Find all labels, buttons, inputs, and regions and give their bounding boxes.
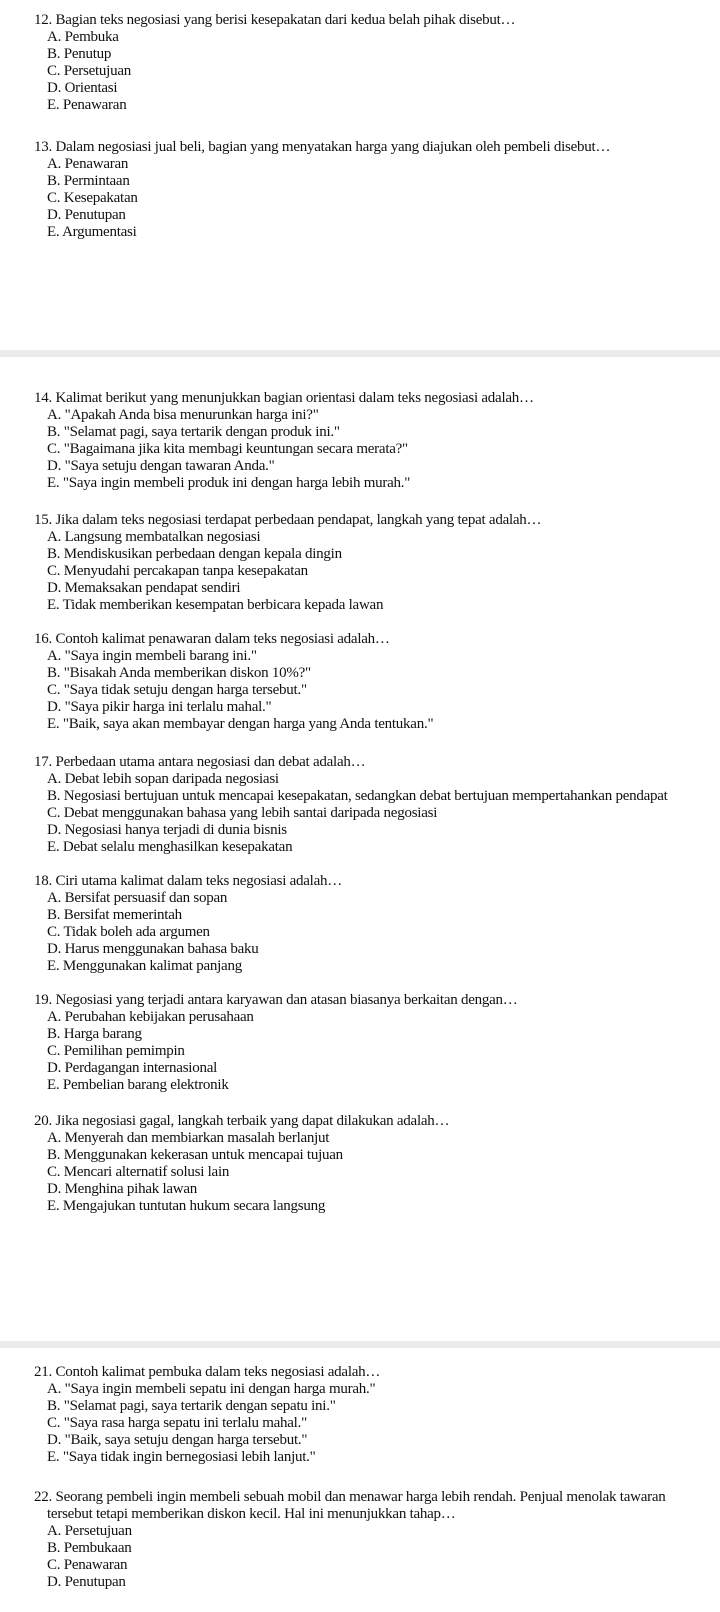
answer-option: D. Perdagangan internasional: [47, 1060, 218, 1077]
question-14: [34, 390, 720, 493]
question-stem: 15. Jika dalam teks negosiasi terdapat perbedaan pendapat, langkah yang tepat adalah…: [34, 512, 542, 528]
answer-option: D. Harus menggunakan bahasa baku: [47, 941, 259, 958]
answer-option: D. Menghina pihak lawan: [47, 1181, 198, 1198]
answer-option: B. Harga barang: [47, 1026, 142, 1043]
answer-option: E. Argumentasi: [47, 224, 137, 241]
answer-option: C. Kesepakatan: [47, 190, 138, 207]
answer-option: A. Bersifat persuasif dan sopan: [47, 890, 228, 907]
question-stem: 12. Bagian teks negosiasi yang berisi kesepakatan dari kedua belah pihak disebut…: [34, 12, 516, 28]
question-stem-continued: tersebut tetapi memberikan diskon kecil. Hal ini menunjukkan tahap…: [47, 1506, 456, 1523]
answer-option: A. "Apakah Anda bisa menurunkan harga ini?": [47, 407, 319, 424]
question-15: [34, 512, 720, 615]
question-18: [34, 873, 720, 976]
answer-option: D. Penutupan: [47, 1574, 126, 1591]
question-stem: 21. Contoh kalimat pembuka dalam teks negosiasi adalah…: [34, 1364, 381, 1380]
answer-option: B. "Selamat pagi, saya tertarik dengan sepatu ini.": [47, 1398, 336, 1415]
question-17: [34, 754, 720, 857]
answer-option: B. Negosiasi bertujuan untuk mencapai kesepakatan, sedangkan debat bertujuan mempertahankan pendapat: [47, 788, 668, 805]
answer-option: D. "Saya setuju dengan tawaran Anda.": [47, 458, 275, 475]
question-12: [34, 12, 720, 115]
question-stem: 17. Perbedaan utama antara negosiasi dan debat adalah…: [34, 754, 366, 770]
question-stem: 19. Negosiasi yang terjadi antara karyawan dan atasan biasanya berkaitan dengan…: [34, 992, 518, 1008]
answer-option: B. Mendiskusikan perbedaan dengan kepala dingin: [47, 546, 342, 563]
answer-option: C. "Saya tidak setuju dengan harga tersebut.": [47, 682, 307, 699]
question-22: [34, 1489, 720, 1592]
answer-option: A. Langsung membatalkan negosiasi: [47, 529, 261, 546]
question-21: [34, 1364, 720, 1467]
answer-option: B. Pembukaan: [47, 1540, 132, 1557]
answer-option: E. "Saya tidak ingin bernegosiasi lebih lanjut.": [47, 1449, 316, 1466]
answer-option: D. Orientasi: [47, 80, 118, 97]
answer-option: A. Persetujuan: [47, 1523, 132, 1540]
answer-option: C. Menyudahi percakapan tanpa kesepakatan: [47, 563, 308, 580]
answer-option: A. "Saya ingin membeli sepatu ini dengan harga murah.": [47, 1381, 376, 1398]
answer-option: B. Menggunakan kekerasan untuk mencapai tujuan: [47, 1147, 343, 1164]
answer-option: A. Menyerah dan membiarkan masalah berlanjut: [47, 1130, 330, 1147]
answer-option: A. Perubahan kebijakan perusahaan: [47, 1009, 254, 1026]
answer-option: D. Memaksakan pendapat sendiri: [47, 580, 241, 597]
answer-option: B. "Selamat pagi, saya tertarik dengan produk ini.": [47, 424, 340, 441]
answer-option: E. "Baik, saya akan membayar dengan harga yang Anda tentukan.": [47, 716, 434, 733]
question-stem: 20. Jika negosiasi gagal, langkah terbaik yang dapat dilakukan adalah…: [34, 1113, 450, 1129]
answer-option: E. Debat selalu menghasilkan kesepakatan: [47, 839, 293, 856]
question-stem: 18. Ciri utama kalimat dalam teks negosiasi adalah…: [34, 873, 342, 889]
answer-option: B. "Bisakah Anda memberikan diskon 10%?": [47, 665, 311, 682]
answer-option: C. Mencari alternatif solusi lain: [47, 1164, 230, 1181]
answer-option: E. Pembelian barang elektronik: [47, 1077, 229, 1094]
answer-option: A. "Saya ingin membeli barang ini.": [47, 648, 257, 665]
answer-option: B. Penutup: [47, 46, 112, 63]
question-19: [34, 992, 720, 1095]
answer-option: C. Pemilihan pemimpin: [47, 1043, 185, 1060]
answer-option: D. Negosiasi hanya terjadi di dunia bisnis: [47, 822, 287, 839]
answer-option: A. Pembuka: [47, 29, 119, 46]
answer-option: E. Penawaran: [47, 97, 127, 114]
question-stem: 14. Kalimat berikut yang menunjukkan bagian orientasi dalam teks negosiasi adalah…: [34, 390, 534, 406]
answer-option: D. Penutupan: [47, 207, 126, 224]
page-separator: [0, 350, 720, 357]
answer-option: A. Penawaran: [47, 156, 129, 173]
answer-option: C. Penawaran: [47, 1557, 128, 1574]
answer-option: E. Tidak memberikan kesempatan berbicara kepada lawan: [47, 597, 384, 614]
question-16: [34, 631, 720, 734]
page-separator: [0, 1341, 720, 1348]
question-stem: 16. Contoh kalimat penawaran dalam teks negosiasi adalah…: [34, 631, 390, 647]
answer-option: E. Menggunakan kalimat panjang: [47, 958, 242, 975]
question-20: [34, 1113, 720, 1216]
answer-option: E. "Saya ingin membeli produk ini dengan harga lebih murah.": [47, 475, 411, 492]
answer-option: C. Persetujuan: [47, 63, 131, 80]
question-stem: 13. Dalam negosiasi jual beli, bagian yang menyatakan harga yang diajukan oleh pembeli disebut…: [34, 139, 611, 155]
answer-option: C. "Bagaimana jika kita membagi keuntungan secara merata?": [47, 441, 408, 458]
question-13: [34, 139, 720, 242]
answer-option: C. Tidak boleh ada argumen: [47, 924, 210, 941]
answer-option: D. "Baik, saya setuju dengan harga tersebut.": [47, 1432, 308, 1449]
answer-option: B. Bersifat memerintah: [47, 907, 182, 924]
answer-option: D. "Saya pikir harga ini terlalu mahal.": [47, 699, 272, 716]
answer-option: A. Debat lebih sopan daripada negosiasi: [47, 771, 279, 788]
answer-option: B. Permintaan: [47, 173, 130, 190]
answer-option: C. Debat menggunakan bahasa yang lebih santai daripada negosiasi: [47, 805, 438, 822]
question-stem: 22. Seorang pembeli ingin membeli sebuah mobil dan menawar harga lebih rendah. Penjual menolak tawaran: [34, 1489, 666, 1505]
answer-option: C. "Saya rasa harga sepatu ini terlalu mahal.": [47, 1415, 307, 1432]
answer-option: E. Mengajukan tuntutan hukum secara langsung: [47, 1198, 326, 1215]
